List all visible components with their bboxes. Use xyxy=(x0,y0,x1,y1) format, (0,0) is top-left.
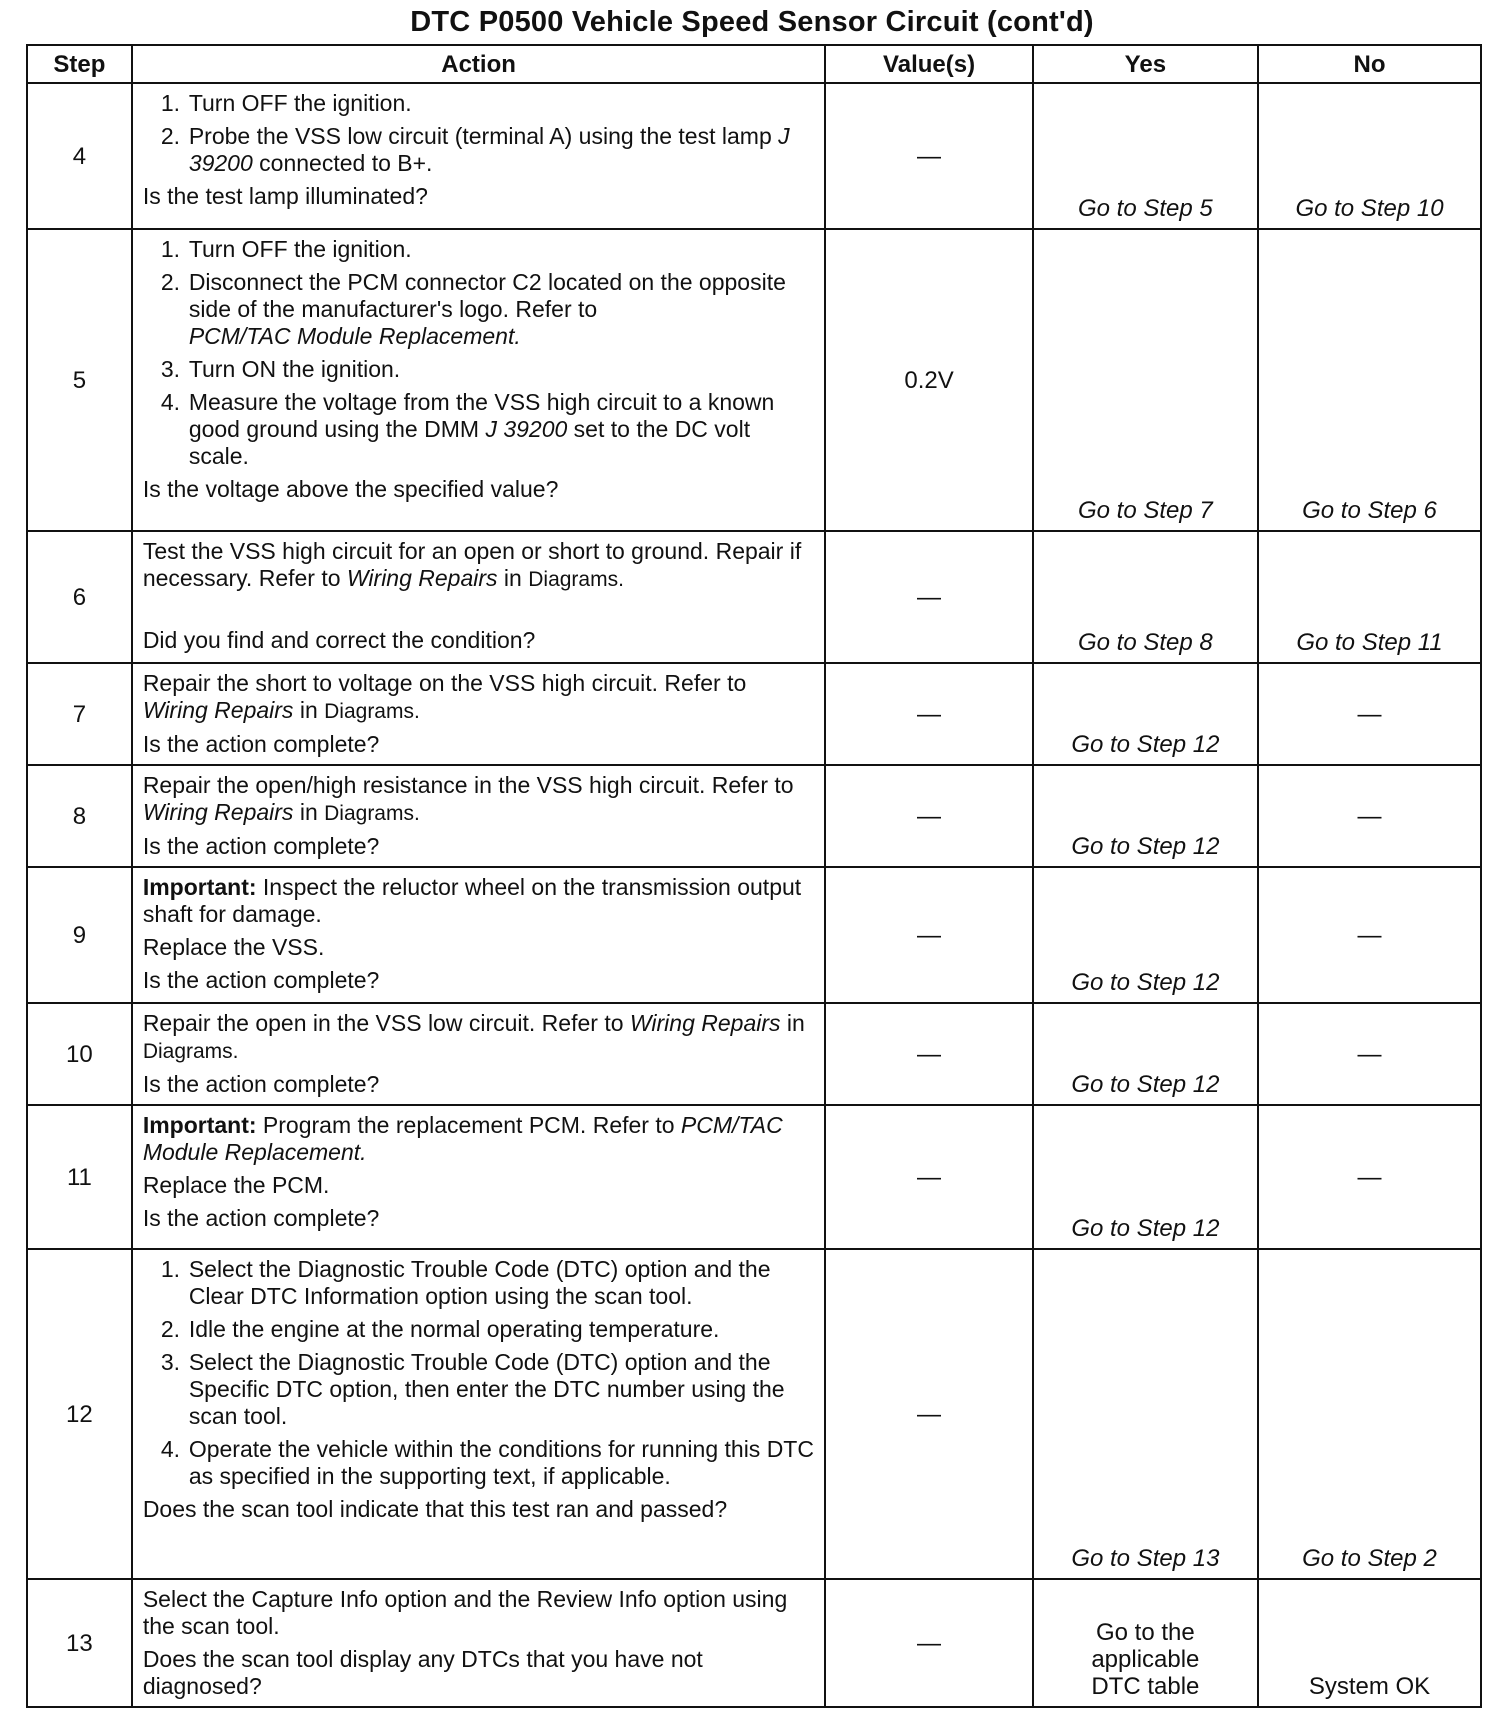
value-cell: — xyxy=(825,1579,1032,1707)
no-cell: Go to Step 10 xyxy=(1258,83,1481,229)
table-row xyxy=(27,765,1481,867)
action-cell xyxy=(132,1003,826,1105)
yes-cell: Go to Step 8 xyxy=(1033,531,1258,663)
yes-cell: Go to Step 12 xyxy=(1033,867,1258,1003)
question-text: Is the action complete? xyxy=(142,833,380,859)
value-cell: — xyxy=(825,867,1032,1003)
question-text: Is the action complete? xyxy=(142,1071,380,1097)
item-text: connected to B+. xyxy=(252,150,433,176)
action-text xyxy=(143,772,815,827)
important-label: Important: xyxy=(142,1112,257,1138)
item-text: Select the Diagnostic Trouble Code (DTC) option and the Specific DTC option, then enter the DTC number using the scan tool. xyxy=(188,1349,785,1429)
value-cell: — xyxy=(825,83,1032,229)
item-number: 1. xyxy=(160,1256,180,1282)
question-text: Is the action complete? xyxy=(142,1205,380,1231)
tool-reference: J 39200 xyxy=(188,123,790,176)
list-item xyxy=(160,1349,815,1430)
list-item xyxy=(160,236,815,263)
item-text: in xyxy=(293,697,325,723)
item-text: in xyxy=(293,799,325,825)
value-cell: — xyxy=(825,1105,1032,1249)
item-number: 4. xyxy=(160,389,180,415)
step-number: 12 xyxy=(27,1249,132,1579)
no-cell: — xyxy=(1258,663,1481,765)
diagrams-reference: Diagrams. xyxy=(324,802,420,825)
step-number: 6 xyxy=(27,531,132,663)
header-yes: Yes xyxy=(1033,45,1258,83)
no-cell: System OK xyxy=(1258,1579,1481,1707)
item-number: 2. xyxy=(160,1316,180,1342)
step-number: 9 xyxy=(27,867,132,1003)
action-cell xyxy=(132,1249,826,1579)
no-cell: — xyxy=(1258,765,1481,867)
action-cell xyxy=(132,531,826,663)
action-cell xyxy=(132,765,826,867)
item-text: Inspect the reluctor wheel on the transmission output shaft for damage. xyxy=(142,874,802,927)
action-text xyxy=(143,1112,815,1166)
action-cell xyxy=(132,1105,826,1249)
action-cell xyxy=(132,229,826,531)
list-item xyxy=(160,1256,815,1310)
no-cell: Go to Step 2 xyxy=(1258,1249,1481,1579)
value-cell: 0.2V xyxy=(825,229,1032,531)
list-item xyxy=(160,90,815,117)
header-values: Value(s) xyxy=(825,45,1032,83)
doc-reference: Wiring Repairs xyxy=(629,1010,781,1036)
item-text: Repair the short to voltage on the VSS high circuit. Refer to xyxy=(142,670,747,696)
step-number: 11 xyxy=(27,1105,132,1249)
action-text xyxy=(143,874,815,928)
question-text: Does the scan tool display any DTCs that you have not diagnosed? xyxy=(142,1646,703,1699)
doc-reference: PCM/TAC Module Replacement. xyxy=(142,1112,783,1165)
yes-cell: Go to Step 13 xyxy=(1033,1249,1258,1579)
header-step: Step xyxy=(27,45,132,83)
action-cell xyxy=(132,663,826,765)
list-item xyxy=(160,1436,815,1490)
step-number: 4 xyxy=(27,83,132,229)
action-text xyxy=(143,670,815,725)
item-text: Measure the voltage from the VSS high circuit to a known good ground using the DMM xyxy=(188,389,775,442)
action-text: Select the Capture Info option and the Review Info option using the scan tool. xyxy=(142,1586,788,1639)
step-number: 8 xyxy=(27,765,132,867)
action-cell xyxy=(132,83,826,229)
important-label: Important: xyxy=(142,874,257,900)
table-row xyxy=(27,867,1481,1003)
list-item xyxy=(160,356,815,383)
action-text xyxy=(143,538,815,593)
diagrams-reference: Diagrams. xyxy=(142,1040,239,1063)
no-cell: Go to Step 11 xyxy=(1258,531,1481,663)
yes-cell: Go to Step 12 xyxy=(1033,1003,1258,1105)
question-text: Did you find and correct the condition? xyxy=(142,627,536,653)
tool-reference: J 39200 xyxy=(485,416,568,442)
yes-cell: Go to Step 7 xyxy=(1033,229,1258,531)
no-cell: Go to Step 6 xyxy=(1258,229,1481,531)
value-cell: — xyxy=(825,663,1032,765)
item-number: 3. xyxy=(160,356,180,382)
step-number: 13 xyxy=(27,1579,132,1707)
list-item xyxy=(160,123,815,177)
action-cell xyxy=(132,1579,826,1707)
yes-cell: Go to Step 12 xyxy=(1033,1105,1258,1249)
list-item xyxy=(160,1316,815,1343)
diagrams-reference: Diagrams. xyxy=(528,568,624,591)
diagrams-reference: Diagrams. xyxy=(324,700,420,723)
action-steps xyxy=(143,1256,815,1490)
item-text: Probe the VSS low circuit (terminal A) using the test lamp xyxy=(188,123,779,149)
action-steps xyxy=(143,90,815,177)
action-text: Replace the PCM. xyxy=(142,1172,330,1198)
value-cell: — xyxy=(825,1003,1032,1105)
item-number: 2. xyxy=(160,123,180,149)
item-number: 1. xyxy=(160,236,180,262)
action-steps xyxy=(143,236,815,470)
table-row xyxy=(27,1579,1481,1707)
yes-cell: Go to Step 5 xyxy=(1033,83,1258,229)
yes-cell: Go to the applicable DTC table xyxy=(1033,1579,1258,1707)
item-text: set to the DC volt scale. xyxy=(188,416,751,469)
value-cell: — xyxy=(825,531,1032,663)
table-row xyxy=(27,531,1481,663)
table-row xyxy=(27,1249,1481,1579)
action-text: Replace the VSS. xyxy=(142,934,325,960)
item-text: Idle the engine at the normal operating temperature. xyxy=(188,1316,720,1342)
item-text: Repair the open in the VSS low circuit. Refer to xyxy=(142,1010,630,1036)
no-cell: — xyxy=(1258,1003,1481,1105)
list-item xyxy=(160,389,815,470)
item-text: Disconnect the PCM connector C2 located on the opposite side of the manufacturer's logo. Refer to xyxy=(188,269,786,322)
table-header-row xyxy=(27,45,1481,83)
header-action: Action xyxy=(132,45,826,83)
item-number: 3. xyxy=(160,1349,180,1375)
item-text: Turn ON the ignition. xyxy=(188,356,401,382)
item-text: Turn OFF the ignition. xyxy=(188,90,412,116)
question-text: Is the test lamp illuminated? xyxy=(142,183,428,209)
item-text: Operate the vehicle within the conditions for running this DTC as specified in the supporting text, if applicable. xyxy=(188,1436,814,1489)
value-cell: — xyxy=(825,765,1032,867)
table-row xyxy=(27,1105,1481,1249)
item-number: 2. xyxy=(160,269,180,295)
table-row xyxy=(27,229,1481,531)
question-text: Is the voltage above the specified value? xyxy=(142,476,559,502)
no-cell: — xyxy=(1258,1105,1481,1249)
value-cell: — xyxy=(825,1249,1032,1579)
no-cell: — xyxy=(1258,867,1481,1003)
yes-cell: Go to Step 12 xyxy=(1033,663,1258,765)
question-text: Is the action complete? xyxy=(142,731,380,757)
list-item xyxy=(160,269,815,350)
step-number: 5 xyxy=(27,229,132,531)
step-number: 10 xyxy=(27,1003,132,1105)
action-text xyxy=(143,1010,815,1065)
item-text: Select the Diagnostic Trouble Code (DTC) option and the Clear DTC Information option using the scan tool. xyxy=(188,1256,771,1309)
action-cell xyxy=(132,867,826,1003)
doc-reference: Wiring Repairs xyxy=(142,697,294,723)
item-text: Test the VSS high circuit for an open or short to ground. Repair if necessary. Refer to xyxy=(142,538,802,591)
item-number: 4. xyxy=(160,1436,180,1462)
item-text: in xyxy=(780,1010,805,1036)
doc-reference: PCM/TAC Module Replacement. xyxy=(188,323,521,349)
item-number: 1. xyxy=(160,90,180,116)
dtc-table xyxy=(26,44,1482,1708)
yes-cell: Go to Step 12 xyxy=(1033,765,1258,867)
item-text: Repair the open/high resistance in the VSS high circuit. Refer to xyxy=(142,772,794,798)
header-no: No xyxy=(1258,45,1481,83)
question-text: Does the scan tool indicate that this test ran and passed? xyxy=(142,1496,728,1522)
question-text: Is the action complete? xyxy=(142,967,380,993)
page-title: DTC P0500 Vehicle Speed Sensor Circuit (cont'd) xyxy=(410,6,1094,38)
doc-reference: Wiring Repairs xyxy=(346,565,498,591)
table-row xyxy=(27,83,1481,229)
item-text: Turn OFF the ignition. xyxy=(188,236,412,262)
item-text: in xyxy=(497,565,529,591)
table-row xyxy=(27,663,1481,765)
step-number: 7 xyxy=(27,663,132,765)
table-row xyxy=(27,1003,1481,1105)
item-text: Program the replacement PCM. Refer to xyxy=(256,1112,681,1138)
doc-reference: Wiring Repairs xyxy=(142,799,294,825)
